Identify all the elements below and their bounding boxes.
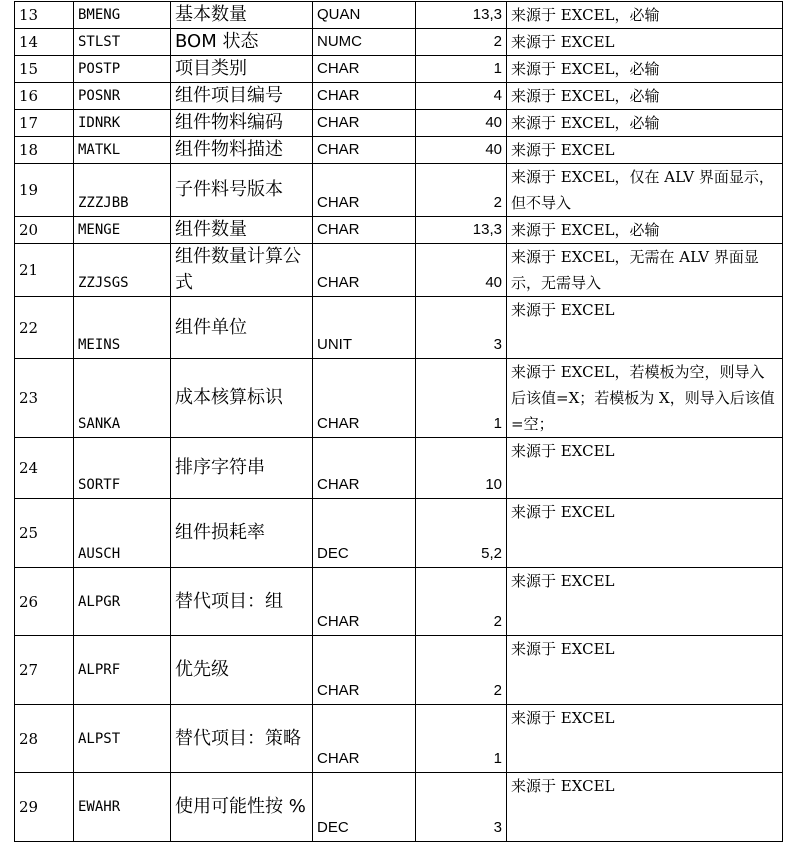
field-name: POSTP (74, 56, 171, 83)
table-row (15, 359, 783, 438)
row-number: 21 (15, 244, 74, 297)
field-length: 13,3 (416, 217, 507, 244)
table-row (15, 217, 783, 244)
field-name: SORTF (74, 438, 171, 499)
field-description: 组件项目编号 (171, 83, 313, 110)
field-name: ALPRF (74, 636, 171, 705)
table-row (15, 636, 783, 705)
field-length: 4 (416, 83, 507, 110)
data-type: UNIT (313, 297, 416, 359)
data-type: CHAR (313, 244, 416, 297)
remark: 来源于 EXCEL (507, 773, 783, 842)
field-length: 40 (416, 244, 507, 297)
table-row (15, 164, 783, 217)
field-length: 1 (416, 359, 507, 438)
field-description: 组件损耗率 (171, 499, 313, 568)
field-length: 1 (416, 56, 507, 83)
row-number: 13 (15, 2, 74, 29)
field-description: 使用可能性按 % (171, 773, 313, 842)
field-length: 3 (416, 297, 507, 359)
data-type: NUMC (313, 29, 416, 56)
data-type: CHAR (313, 359, 416, 438)
table-row (15, 137, 783, 164)
table-row (15, 568, 783, 636)
field-description: 基本数量 (171, 2, 313, 29)
table-row (15, 773, 783, 842)
field-length: 2 (416, 568, 507, 636)
field-description: 组件物料描述 (171, 137, 313, 164)
field-name: POSNR (74, 83, 171, 110)
remark: 来源于 EXCEL (507, 705, 783, 773)
row-number: 23 (15, 359, 74, 438)
field-name: EWAHR (74, 773, 171, 842)
table-row (15, 297, 783, 359)
field-length: 40 (416, 110, 507, 137)
field-length: 10 (416, 438, 507, 499)
remark: 来源于 EXCEL (507, 636, 783, 705)
data-type: CHAR (313, 217, 416, 244)
field-name: STLST (74, 29, 171, 56)
field-description: 组件物料编码 (171, 110, 313, 137)
remark: 来源于 EXCEL (507, 137, 783, 164)
remark: 来源于 EXCEL (507, 438, 783, 499)
field-length: 5,2 (416, 499, 507, 568)
data-type: CHAR (313, 705, 416, 773)
row-number: 20 (15, 217, 74, 244)
field-length: 13,3 (416, 2, 507, 29)
field-name: IDNRK (74, 110, 171, 137)
table-row (15, 2, 783, 29)
field-description: 替代项目：组 (171, 568, 313, 636)
field-name: MENGE (74, 217, 171, 244)
remark: 来源于 EXCEL，仅在 ALV 界面显示，但不导入 (507, 164, 783, 217)
data-type: DEC (313, 773, 416, 842)
remark: 来源于 EXCEL，必输 (507, 83, 783, 110)
row-number: 17 (15, 110, 74, 137)
field-description: 组件数量计算公式 (171, 244, 313, 297)
remark: 来源于 EXCEL (507, 568, 783, 636)
field-length: 2 (416, 636, 507, 705)
table-row (15, 438, 783, 499)
row-number: 19 (15, 164, 74, 217)
row-number: 14 (15, 29, 74, 56)
field-name: AUSCH (74, 499, 171, 568)
remark: 来源于 EXCEL (507, 297, 783, 359)
data-type: CHAR (313, 110, 416, 137)
remark: 来源于 EXCEL，必输 (507, 2, 783, 29)
field-name: MEINS (74, 297, 171, 359)
row-number: 24 (15, 438, 74, 499)
table-row (15, 29, 783, 56)
field-length: 2 (416, 164, 507, 217)
field-description: BOM 状态 (171, 29, 313, 56)
data-type: CHAR (313, 83, 416, 110)
table-row (15, 244, 783, 297)
data-type: CHAR (313, 568, 416, 636)
field-length: 40 (416, 137, 507, 164)
remark: 来源于 EXCEL，若模板为空，则导入后该值=X；若模板为 X，则导入后该值=空； (507, 359, 783, 438)
field-name: MATKL (74, 137, 171, 164)
row-number: 18 (15, 137, 74, 164)
row-number: 26 (15, 568, 74, 636)
field-length: 3 (416, 773, 507, 842)
field-description: 成本核算标识 (171, 359, 313, 438)
data-type: CHAR (313, 636, 416, 705)
data-type: CHAR (313, 164, 416, 217)
field-description: 子件料号版本 (171, 164, 313, 217)
table-row (15, 110, 783, 137)
table-row (15, 705, 783, 773)
field-description: 优先级 (171, 636, 313, 705)
data-type: CHAR (313, 438, 416, 499)
field-name: ZZJSGS (74, 244, 171, 297)
table-row (15, 83, 783, 110)
field-spec-body (15, 2, 783, 842)
field-name: ALPST (74, 705, 171, 773)
data-type: QUAN (313, 2, 416, 29)
data-type: CHAR (313, 137, 416, 164)
field-length: 2 (416, 29, 507, 56)
field-name: BMENG (74, 2, 171, 29)
field-length: 1 (416, 705, 507, 773)
field-description: 组件数量 (171, 217, 313, 244)
row-number: 16 (15, 83, 74, 110)
field-description: 排序字符串 (171, 438, 313, 499)
remark: 来源于 EXCEL (507, 29, 783, 56)
table-row (15, 499, 783, 568)
field-spec-table (14, 1, 783, 842)
field-description: 组件单位 (171, 297, 313, 359)
field-description: 替代项目：策略 (171, 705, 313, 773)
row-number: 27 (15, 636, 74, 705)
row-number: 28 (15, 705, 74, 773)
row-number: 25 (15, 499, 74, 568)
field-name: SANKA (74, 359, 171, 438)
row-number: 22 (15, 297, 74, 359)
data-type: DEC (313, 499, 416, 568)
remark: 来源于 EXCEL (507, 499, 783, 568)
data-type: CHAR (313, 56, 416, 83)
row-number: 15 (15, 56, 74, 83)
field-name: ZZZJBB (74, 164, 171, 217)
remark: 来源于 EXCEL，必输 (507, 56, 783, 83)
remark: 来源于 EXCEL，必输 (507, 217, 783, 244)
row-number: 29 (15, 773, 74, 842)
remark: 来源于 EXCEL，必输 (507, 110, 783, 137)
field-name: ALPGR (74, 568, 171, 636)
field-description: 项目类别 (171, 56, 313, 83)
remark: 来源于 EXCEL，无需在 ALV 界面显示，无需导入 (507, 244, 783, 297)
table-row (15, 56, 783, 83)
